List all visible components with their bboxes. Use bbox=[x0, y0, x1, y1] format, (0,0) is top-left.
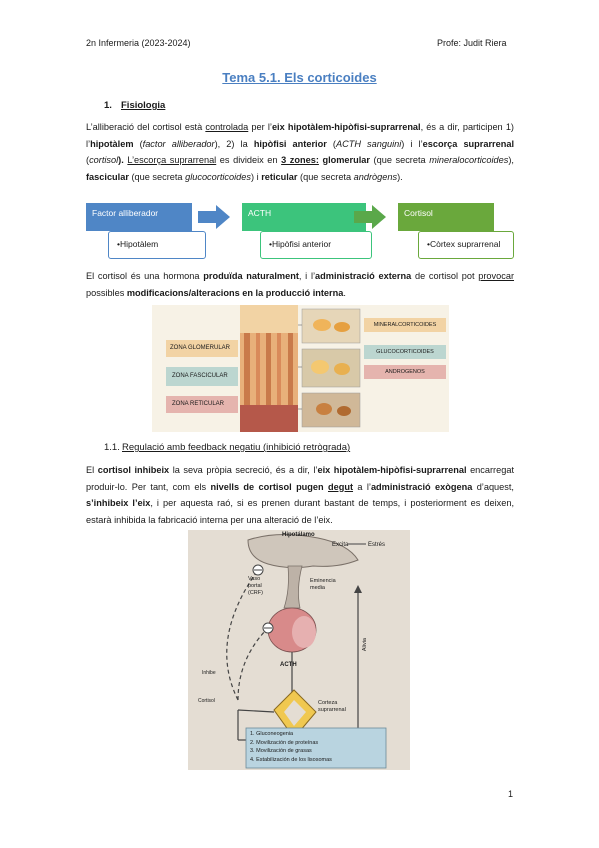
hormone-glucocorticoids-label: GLUCOCORTICOIDES bbox=[364, 345, 446, 359]
label-acth: ACTH bbox=[280, 662, 297, 668]
label-excites: Excita bbox=[332, 542, 349, 548]
hormone-mineralocorticoids-label: MINERALCORTICOIDES bbox=[364, 318, 446, 332]
page-number: 1 bbox=[508, 789, 514, 799]
effect-item: 3. Movilización de grasas bbox=[250, 748, 312, 754]
section-title: Fisiologia bbox=[121, 100, 166, 111]
flow-step-adrenal-cortex: •Còrtex suprarrenal bbox=[418, 231, 514, 259]
effects-list bbox=[250, 730, 332, 764]
label-median-eminence: Eminencia media bbox=[310, 578, 336, 591]
flow-arrow-icon bbox=[198, 205, 230, 229]
subsection-title: Regulació amb feedback negatiu (inhibició retrògrada) bbox=[122, 442, 351, 453]
zone-reticular-label: ZONA RETICULAR bbox=[166, 396, 238, 413]
hormone-androgens-label: ANDROGENOS bbox=[364, 365, 446, 379]
label-portal-vessel: Vaso portal (CRF) bbox=[248, 576, 263, 596]
flow-diagram bbox=[86, 203, 516, 261]
flow-step-anterior-pituitary: •Hipòfisi anterior bbox=[260, 231, 372, 259]
flow-step-hypothalamus: •Hipotàlem bbox=[108, 231, 206, 259]
effect-item: 1. Gluconeogenia bbox=[250, 731, 294, 737]
label-hypothalamus: Hipotálamo bbox=[282, 532, 315, 538]
label-inhibits: Inhibe bbox=[202, 670, 216, 676]
zone-glomerular-label: ZONA GLOMERULAR bbox=[166, 340, 238, 357]
hpa-axis-figure bbox=[188, 530, 410, 770]
flow-step-acth: ACTH bbox=[242, 203, 366, 231]
effect-item: 4. Estabilización de los lisosomas bbox=[250, 756, 332, 763]
page-title: Tema 5.1. Els corticoides bbox=[222, 70, 377, 85]
paragraph-physiology: L’alliberació del cortisol està controlada per l’eix hipotàlem-hipòfisi-suprarrenal, és a dir, participen 1) l’hipotàlem (factor alliberador), 2) la hipòfisi anterior (ACTH sanguini) i l’escorça suprarrenal (cortisol). L’escorça suprarrenal es divideix en 3 zones: glomerular (que secreta mineralocorticoides), fascicular (que secreta glucocorticoides) i reticular (que secreta andrògens). bbox=[86, 122, 514, 182]
label-stress: Estrés bbox=[368, 542, 386, 548]
header-teacher: Profe: Judit Riera bbox=[437, 38, 507, 48]
effect-item: 2. Movilización de proteínas bbox=[250, 739, 319, 746]
zone-fascicular-label: ZONA FASCICULAR bbox=[166, 367, 238, 386]
label-cortisol: Cortisol bbox=[198, 698, 215, 704]
label-adrenal-cortex: Corteza suprarrenal bbox=[318, 700, 346, 713]
section-number: 1. bbox=[104, 100, 112, 111]
subsection-number: 1.1. bbox=[104, 442, 120, 453]
paragraph-negative-feedback: El cortisol inhibeix la seva pròpia secreció, és a dir, l’eix hipotàlem-hipòfisi-suprarrenal encarregat produir-lo. Per tant, com els nivells de cortisol pugen degut a l’administració exògena d’aquest, s’inhibeix l’eix, i per aquesta raó, si es prenen durant bastant de temps, i posteriorment es deixen, estarà inhibida la fabricació interna per una alteració de l’eix. bbox=[86, 465, 514, 525]
flow-step-cortisol: Cortisol bbox=[398, 203, 494, 231]
flow-step-releasing-factor: Factor alliberador bbox=[86, 203, 192, 231]
label-relieves: Alivia bbox=[362, 638, 368, 652]
adrenal-cortex-figure bbox=[152, 305, 449, 432]
header-course: 2n Infermeria (2023-2024) bbox=[86, 38, 191, 48]
flow-arrow-icon bbox=[354, 205, 386, 229]
paragraph-cortisol-production: El cortisol és una hormona produïda naturalment, i l’administració externa de cortisol pot provocar possibles modificacions/alteracions en la producció interna. bbox=[86, 271, 515, 298]
